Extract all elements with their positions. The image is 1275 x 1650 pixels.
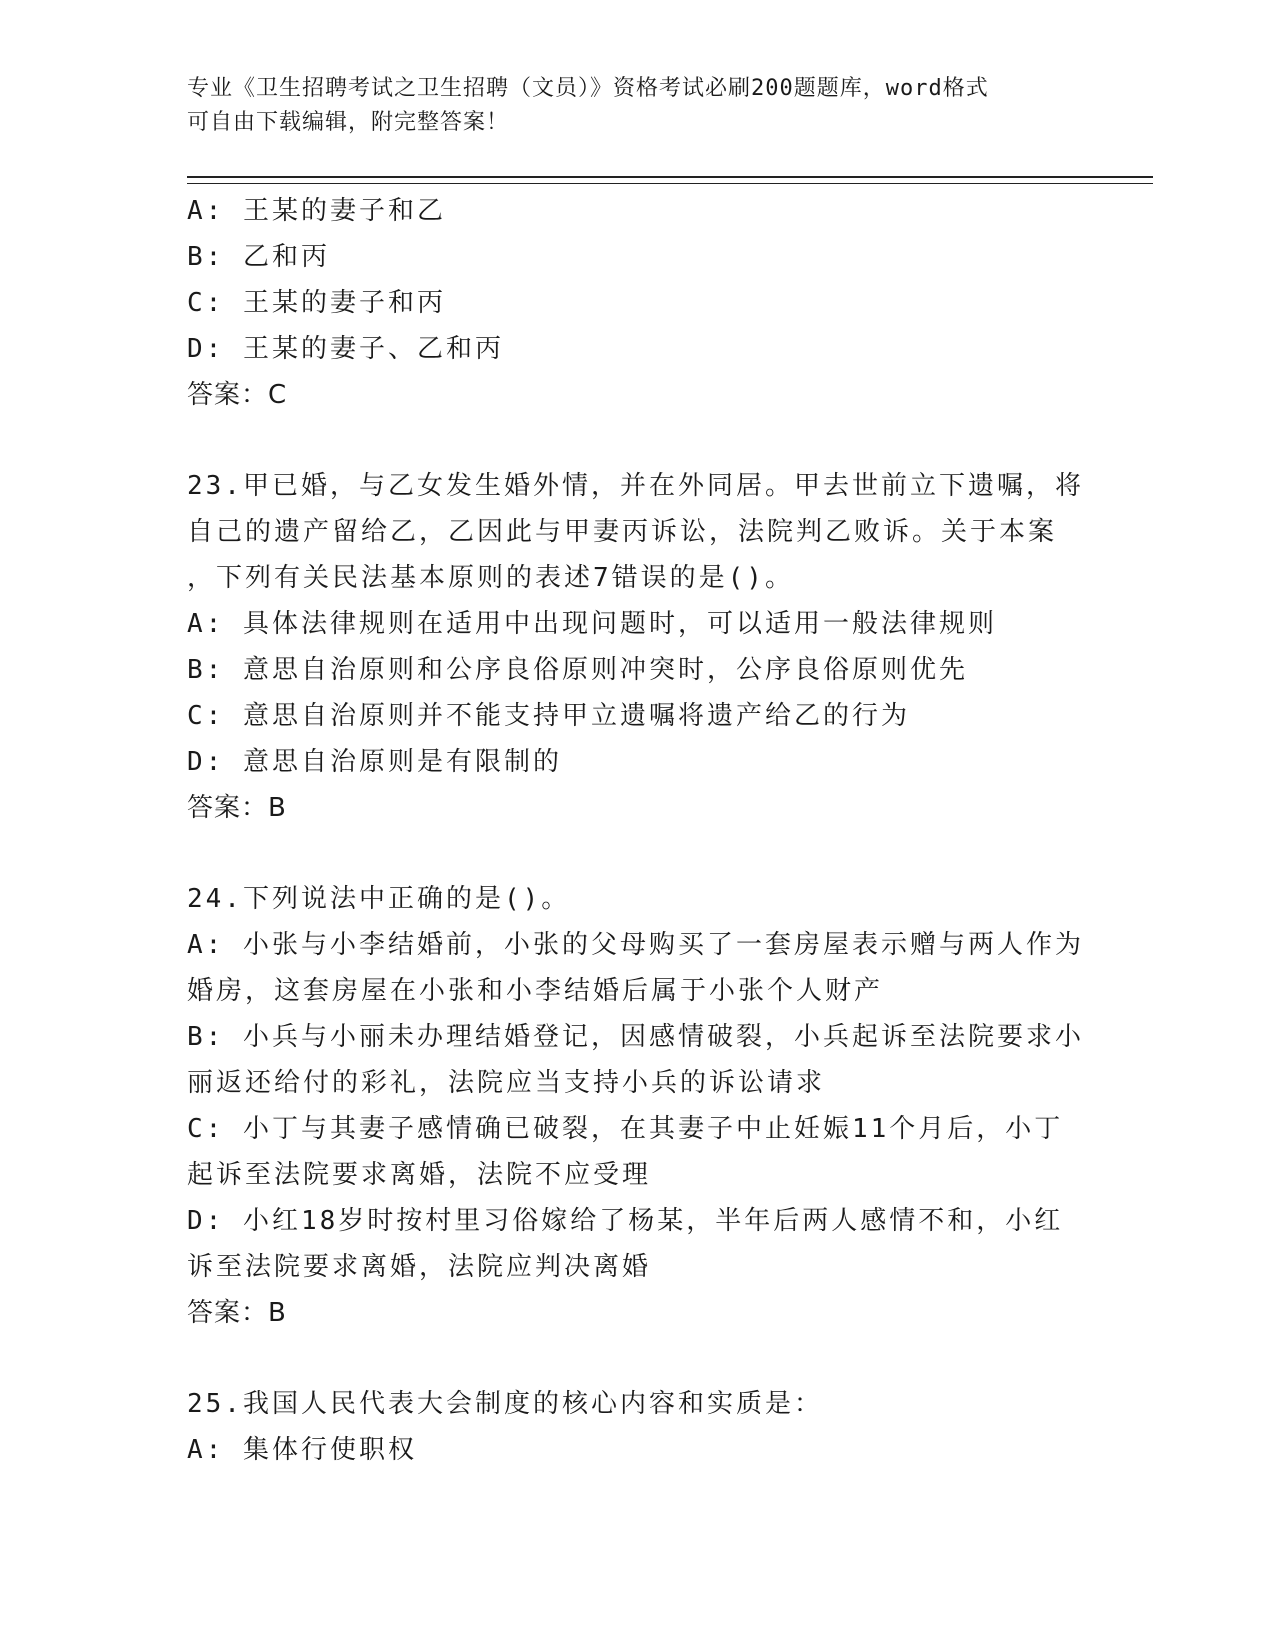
answer: 答案：B bbox=[187, 1298, 287, 1328]
question-stem-line-1: 23.甲已婚，与乙女发生婚外情，并在外同居。甲去世前立下遗嘱，将 bbox=[187, 471, 1084, 501]
question-stem-line-3: ，下列有关民法基本原则的表述7错误的是()。 bbox=[187, 563, 794, 593]
question-23 bbox=[187, 463, 1087, 831]
option-b: B: 乙和丙 bbox=[187, 242, 330, 272]
option-b-line-2: 丽返还给付的彩礼，法院应当支持小兵的诉讼请求 bbox=[187, 1068, 826, 1098]
header-divider-thin bbox=[187, 183, 1153, 184]
answer: 答案：B bbox=[187, 793, 287, 823]
option-c: C: 王某的妻子和丙 bbox=[187, 288, 446, 318]
option-b-line-1: B: 小兵与小丽未办理结婚登记，因感情破裂，小兵起诉至法院要求小 bbox=[187, 1022, 1084, 1052]
spacer bbox=[187, 418, 1087, 463]
question-list bbox=[187, 188, 1087, 1473]
option-c: C: 意思自治原则并不能支持甲立遗嘱将遗产给乙的行为 bbox=[187, 701, 910, 731]
question-22 bbox=[187, 188, 1087, 418]
question-24 bbox=[187, 876, 1087, 1336]
option-a-line-2: 婚房，这套房屋在小张和小李结婚后属于小张个人财产 bbox=[187, 976, 884, 1006]
option-a: A: 具体法律规则在适用中出现问题时，可以适用一般法律规则 bbox=[187, 609, 997, 639]
option-a: A: 集体行使职权 bbox=[187, 1435, 417, 1465]
document-header bbox=[187, 72, 1087, 140]
header-line-2: 可自由下载编辑，附完整答案！ bbox=[187, 110, 510, 135]
question-stem-line-2: 自己的遗产留给乙，乙因此与甲妻丙诉讼，法院判乙败诉。关于本案 bbox=[187, 517, 1058, 547]
option-d: D: 意思自治原则是有限制的 bbox=[187, 747, 562, 777]
option-c-line-1: C: 小丁与其妻子感情确已破裂，在其妻子中止妊娠11个月后，小丁 bbox=[187, 1114, 1064, 1144]
question-25 bbox=[187, 1381, 1087, 1473]
option-a: A: 王某的妻子和乙 bbox=[187, 196, 446, 226]
option-a-line-1: A: 小张与小李结婚前，小张的父母购买了一套房屋表示赠与两人作为 bbox=[187, 930, 1084, 960]
header-divider-thick bbox=[187, 176, 1153, 178]
spacer bbox=[187, 1336, 1087, 1381]
option-d-line-1: D: 小红18岁时按村里习俗嫁给了杨某，半年后两人感情不和，小红 bbox=[187, 1206, 1064, 1236]
option-c-line-2: 起诉至法院要求离婚，法院不应受理 bbox=[187, 1160, 652, 1190]
question-stem-line-1: 24.下列说法中正确的是()。 bbox=[187, 884, 571, 914]
answer: 答案：C bbox=[187, 380, 288, 410]
option-d-line-2: 诉至法院要求离婚，法院应判决离婚 bbox=[187, 1252, 652, 1282]
option-d: D: 王某的妻子、乙和丙 bbox=[187, 334, 504, 364]
spacer bbox=[187, 831, 1087, 876]
question-stem-line-1: 25.我国人民代表大会制度的核心内容和实质是： bbox=[187, 1389, 823, 1419]
option-b: B: 意思自治原则和公序良俗原则冲突时，公序良俗原则优先 bbox=[187, 655, 968, 685]
header-line-1: 专业《卫生招聘考试之卫生招聘（文员）》资格考试必刷200题题库，word格式 bbox=[187, 76, 989, 101]
